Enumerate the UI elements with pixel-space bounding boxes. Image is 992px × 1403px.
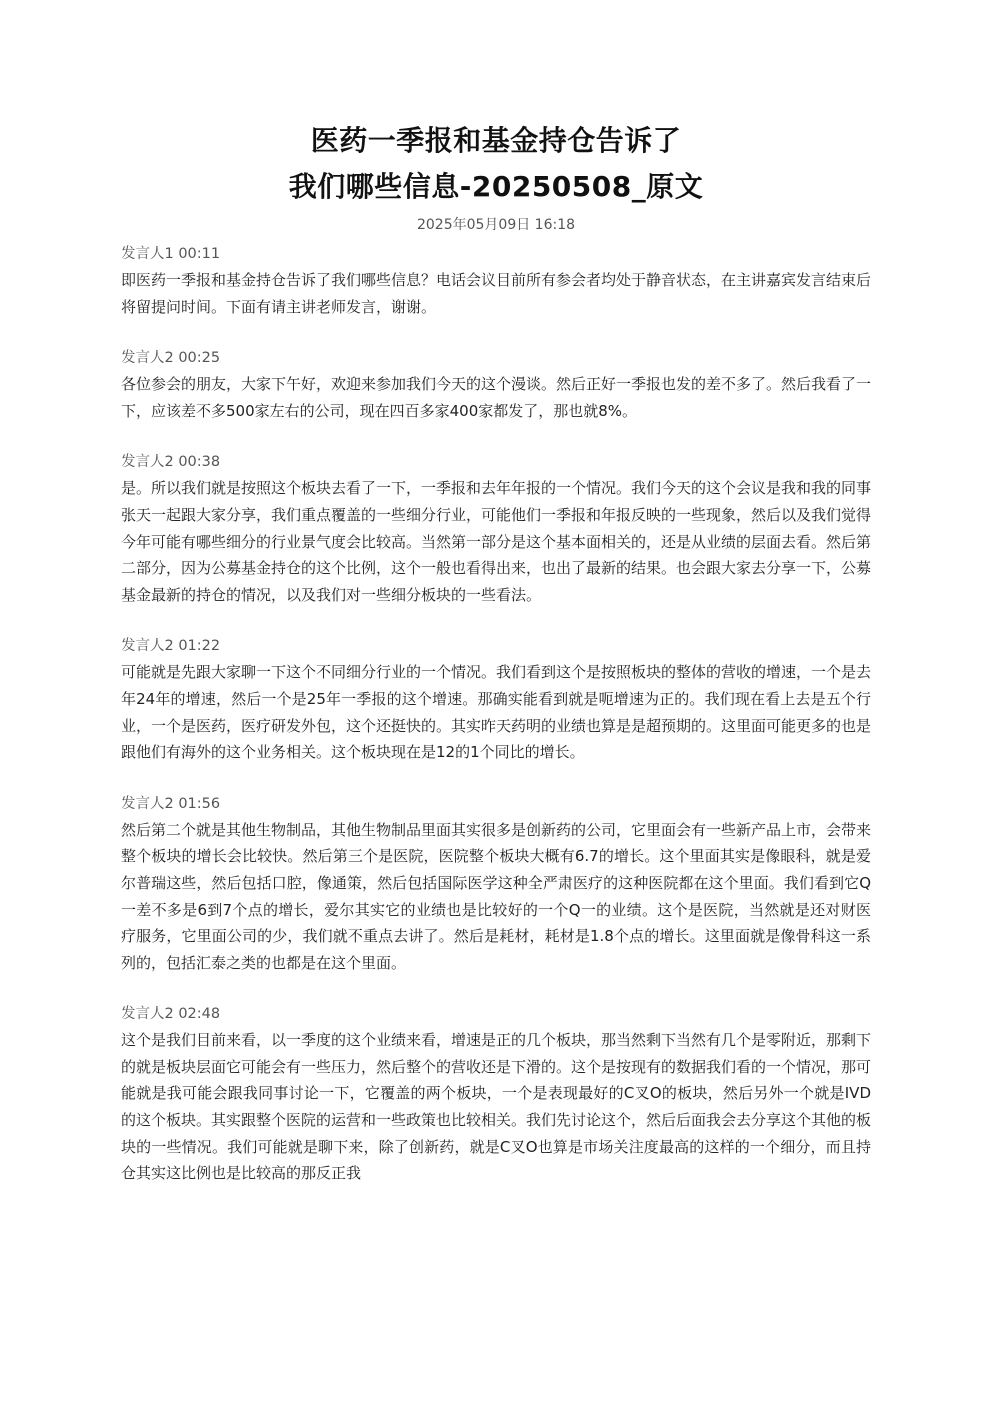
speaker-timestamp: 发言人1 00:11 (121, 246, 221, 262)
speech-text: 这个是我们目前来看，以一季度的这个业绩来看，增速是正的几个板块，那当然剩下当然有几个是零附近，那剩下的就是板块层面它可能会有一些压力，然后整个的营收还是下滑的。这个是按现有的数据我们看的一个情况，那可能就是我可能会跟我同事讨论一下，它覆盖的两个板块，一个是表现最好的C叉O的板块，然后另外一个就是IVD的这个板块。其实跟整个医院的运营和一些政策也比较相关。我们先讨论这个，然后后面我会去分享这个其他的板块的一些情况。我们可能就是聊下来，除了创新药，就是C叉O也算是市场关注度最高的这样的一个细分，而且持仓其实这比例也是比较高的那反正我 (121, 1031, 872, 1183)
speaker-timestamp: 发言人2 00:38 (121, 454, 221, 471)
transcript-entry (121, 241, 871, 320)
speech-text: 各位参会的朋友，大家下午好，欢迎来参加我们今天的这个漫谈。然后正好一季报也发的差不多了。然后我看了一下，应该差不多500家左右的公司，现在四百多家400家都发了，那也就8%。 (121, 375, 872, 420)
speaker-timestamp: 发言人2 00:25 (121, 350, 221, 367)
speech-text: 即医药一季报和基金持仓告诉了我们哪些信息？电话会议目前所有参会者均处于静音状态，在主讲嘉宾发言结束后将留提问时间。下面有请主讲老师发言，谢谢。 (121, 271, 872, 316)
transcript (121, 241, 871, 1187)
speech-text: 然后第二个就是其他生物制品，其他生物制品里面其实很多是创新药的公司，它里面会有一些新产品上市，会带来整个板块的增长会比较快。然后第三个是医院，医院整个板块大概有6.7的增长。这个里面其实是像眼科，就是爱尔普瑞这些，然后包括口腔，像通策，然后包括国际医学这种全严肃医疗的这种医院都在这个里面。我们看到它Q一差不多是6到7个点的增长，爱尔其实它的业绩也是比较好的一个Q一的业绩。这个是医院，当然就是还对财医疗服务，它里面公司的少，我们就不重点去讲了。然后是耗材，耗材是1.8个点的增长。这里面就是像骨科这一系列的，包括汇泰之类的也都是在这个里面。 (121, 820, 872, 972)
document-page (121, 0, 871, 1187)
speech-text: 是。所以我们就是按照这个板块去看了一下，一季报和去年年报的一个情况。我们今天的这个会议是我和我的同事张天一起跟大家分享，我们重点覆盖的一些细分行业，可能他们一季报和年报反映的一些现象，然后以及我们觉得今年可能有哪些细分的行业景气度会比较高。当然第一部分是这个基本面相关的，还是从业绩的层面去看。然后第二部分，因为公募基金持仓的这个比例，这个一般也看得出来，也出了最新的结果。也会跟大家去分享一下，公募基金最新的持仓的情况，以及我们对一些细分板块的一些看法。 (121, 479, 872, 604)
speaker-timestamp: 发言人2 02:48 (121, 1006, 221, 1023)
transcript-entry (121, 1001, 871, 1187)
transcript-entry (121, 633, 871, 765)
speech-text: 可能就是先跟大家聊一下这个不同细分行业的一个情况。我们看到这个是按照板块的整体的营收的增速，一个是去年24年的增速，然后一个是25年一季报的这个增速。那确实能看到就是呃增速为正的。我们现在看上去是五个行业，一个是医药，医疗研发外包，这个还挺快的。其实昨天药明的业绩也算是是超预期的。这里面可能更多的也是跟他们有海外的这个业务相关。这个板块现在是12的1个同比的增长。 (121, 663, 872, 762)
document-date: 2025年05月09日 16:18 (416, 217, 576, 233)
transcript-entry (121, 345, 871, 424)
title-line-1: 医药一季报和基金持仓告诉了 (310, 124, 682, 157)
transcript-entry (121, 791, 871, 977)
transcript-entry (121, 449, 871, 608)
document-title (121, 0, 871, 210)
title-line-2: 我们哪些信息-20250508_原文 (288, 170, 704, 203)
speaker-timestamp: 发言人2 01:22 (121, 638, 221, 655)
speaker-timestamp: 发言人2 01:56 (121, 795, 221, 812)
